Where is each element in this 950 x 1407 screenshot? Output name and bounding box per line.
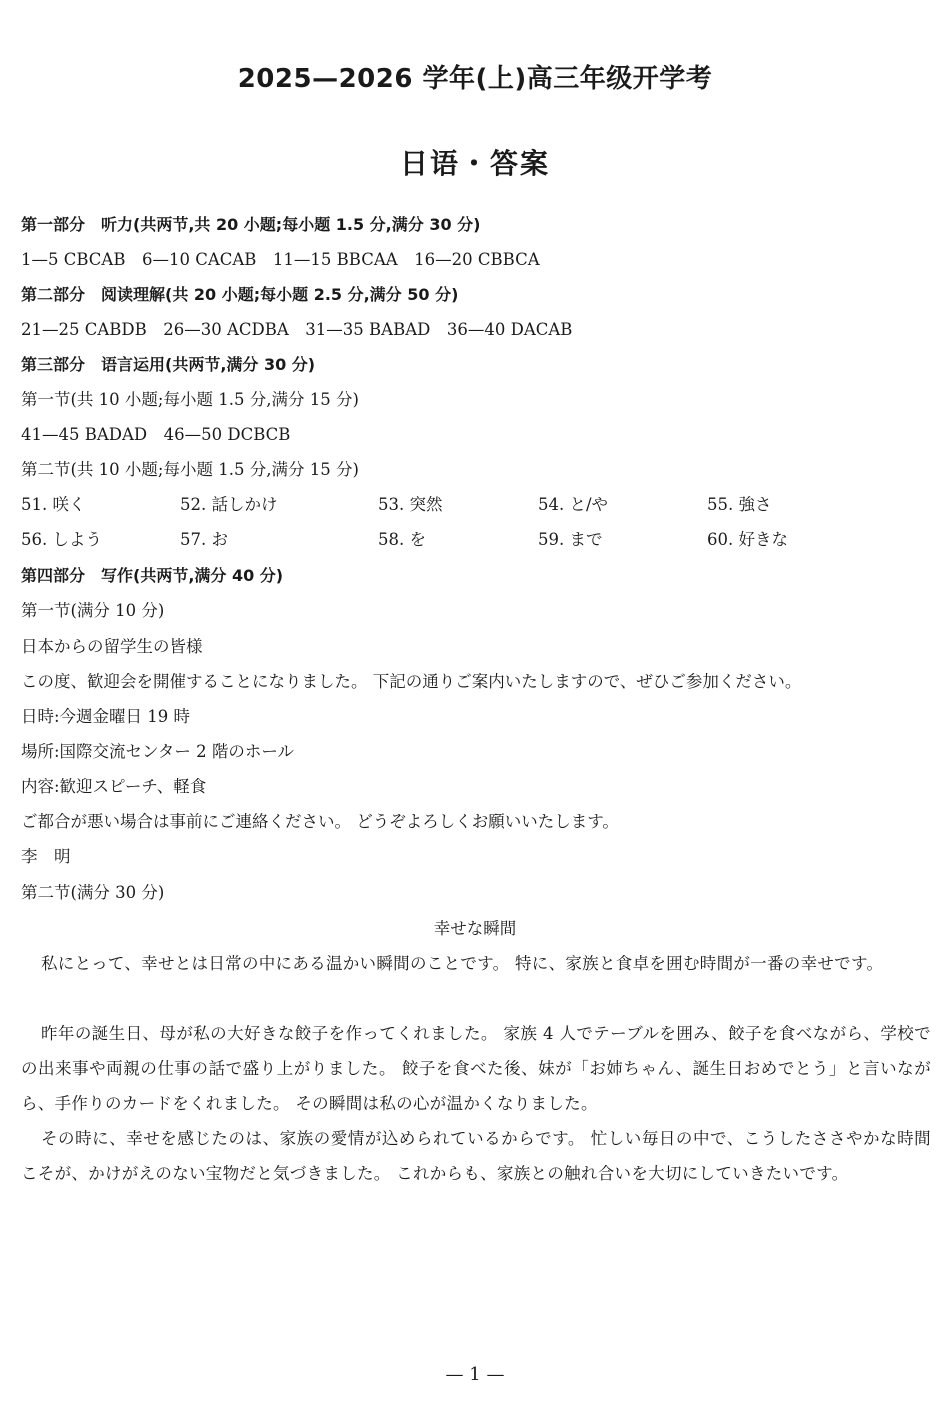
letter-line: 内容:歓迎スピーチ、軽食 xyxy=(21,777,207,796)
part1-answers: 1—5 CBCAB 6—10 CACAB 11—15 BBCAA 16—20 CBBCA xyxy=(21,250,540,269)
page-title: 2025—2026 学年(上)高三年级开学考 xyxy=(237,64,713,94)
answer-57: 57. お xyxy=(180,530,228,549)
part3-section1-heading: 第一节(共 10 小题;每小题 1.5 分,满分 15 分) xyxy=(21,390,359,409)
essay-paragraph: 私にとって、幸せとは日常の中にある温かい瞬間のことです。 特に、家族と食卓を囲む時間が一番の幸せです。 xyxy=(41,954,884,973)
page-number: — 1 — xyxy=(445,1364,505,1385)
part2-heading: 第二部分 阅读理解(共 20 小题;每小题 2.5 分,满分 50 分) xyxy=(21,285,459,304)
letter-line: この度、歓迎会を開催することになりました。 下記の通りご案内いたしますので、ぜひご参加ください。 xyxy=(21,672,802,691)
answer-54: 54. と/や xyxy=(538,495,609,514)
part1-heading: 第一部分 听力(共两节,共 20 小题;每小题 1.5 分,满分 30 分) xyxy=(21,215,481,234)
letter-line: 日本からの留学生の皆様 xyxy=(21,637,203,656)
letter-line: ご都合が悪い場合は事前にご連絡ください。 どうぞよろしくお願いいたします。 xyxy=(21,812,619,831)
answer-58: 58. を xyxy=(378,530,426,549)
part4-section2-heading: 第二节(满分 30 分) xyxy=(21,883,165,902)
letter-line: 日時:今週金曜日 19 時 xyxy=(21,707,191,726)
essay-paragraph: 昨年の誕生日、母が私の大好きな餃子を作ってくれました。 家族 4 人でテーブルを囲み、餃子を食べながら、学校での出来事や両親の仕事の話で盛り上がりました。 餃子を食べた後、妹が「お姉ちゃん、誕生日おめでとう」と言いながら、手作りのカードをくれました。 その瞬間は私の心が温かくなりました。 xyxy=(21,1024,931,1113)
answer-56: 56. しよう xyxy=(21,530,102,549)
part3-section1-answers: 41—45 BADAD 46—50 DCBCB xyxy=(21,425,291,444)
part2-answers: 21—25 CABDB 26—30 ACDBA 31—35 BABAD 36—40 DACAB xyxy=(21,320,573,339)
essay-title: 幸せな瞬間 xyxy=(433,919,517,938)
letter-signature: 李 明 xyxy=(21,847,71,866)
part3-heading: 第三部分 语言运用(共两节,满分 30 分) xyxy=(21,355,316,374)
answer-55: 55. 強さ xyxy=(707,495,772,514)
letter-line: 場所:国際交流センター 2 階のホール xyxy=(21,742,295,761)
page-subtitle: 日语・答案 xyxy=(399,147,550,180)
answer-53: 53. 突然 xyxy=(378,495,443,514)
answer-60: 60. 好きな xyxy=(707,530,788,549)
part4-heading: 第四部分 写作(共两节,满分 40 分) xyxy=(21,566,284,585)
part4-section1-heading: 第一节(满分 10 分) xyxy=(21,601,165,620)
answer-51: 51. 咲く xyxy=(21,495,86,514)
essay-paragraph: その時に、幸せを感じたのは、家族の愛情が込められているからです。 忙しい毎日の中で、こうしたささやかな時間こそが、かけがえのない宝物だと気づきました。 これからも、家族との触れ合いを大切にしていきたいです。 xyxy=(21,1129,931,1183)
answer-59: 59. まで xyxy=(538,530,603,549)
part3-section2-heading: 第二节(共 10 小题;每小题 1.5 分,满分 15 分) xyxy=(21,460,359,479)
answer-52: 52. 話しかけ xyxy=(180,495,278,514)
